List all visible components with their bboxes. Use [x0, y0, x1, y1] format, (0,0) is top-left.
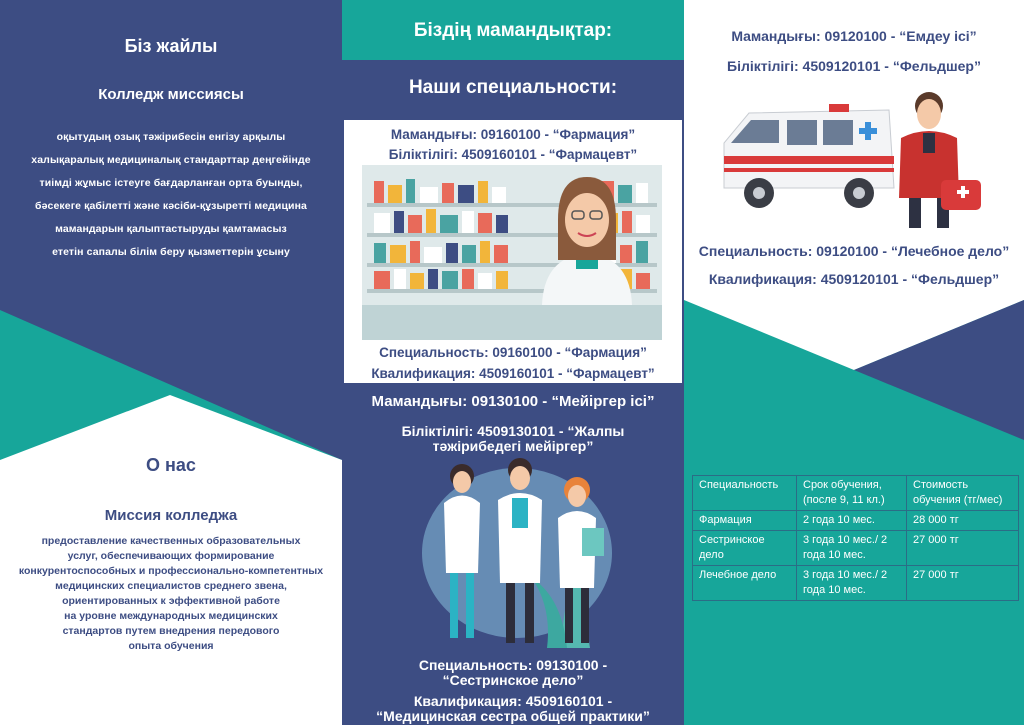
specialties-heading-ru: Наши специальности:: [408, 77, 618, 98]
tuition-table: [692, 475, 1019, 601]
mission-line-ru: предоставление качественных образовательных: [41, 535, 301, 547]
pharmacy-qualification-kz: Біліктілігі: 4509160101 - “Фармацевт”: [388, 147, 638, 162]
nurses-illustration-icon: [412, 458, 622, 653]
nursing-specialty-ru: Специальность: 09130100 -: [418, 657, 608, 673]
ambulance-paramedic-illustration-icon: [719, 88, 989, 233]
mission-line-kz: бәсекеге қабілетті және кәсіби-құзыретті медицина: [35, 200, 307, 212]
table-cell-specialty: Лечебное дело: [693, 566, 797, 601]
medical-qualification-ru: Квалификация: 4509120101 - “Фельдшер”: [708, 271, 1000, 287]
pharmacy-specialty-ru: Специальность: 09160100 - “Фармация”: [379, 345, 647, 360]
table-cell-specialty: Фармация: [693, 511, 797, 531]
table-header-cell: Срок обучения, (после 9, 11 кл.): [797, 476, 907, 511]
table-cell-duration: 3 года 10 мес./ 2 года 10 мес.: [797, 566, 907, 601]
medical-specialty-ru: Специальность: 09120100 - “Лечебное дело”: [698, 243, 1010, 259]
pharmacy-qualification-ru: Квалификация: 4509160101 - “Фармацевт”: [371, 366, 655, 381]
mission-line-ru: стандартов путем внедрения передового: [62, 625, 280, 637]
mission-line-kz: ететін сапалы білім беру қызметтерін ұсыну: [52, 246, 290, 258]
pharmacist-illustration-icon: [362, 165, 662, 340]
specialties-heading-kz: Біздің мамандықтар:: [413, 20, 613, 41]
mission-line-ru: опыта обучения: [128, 640, 214, 652]
right-panel: [684, 0, 1024, 725]
middle-panel: [342, 0, 684, 725]
table-header-cell: Стоимость обучения (тг/мес): [907, 476, 1019, 511]
paramedic-figure: [899, 92, 981, 228]
ambulance-icon: [724, 104, 894, 208]
nursing-qualification-ru: “Медицинская сестра общей практики”: [376, 708, 650, 724]
table-row: [693, 566, 1019, 601]
table-cell-specialty: Сестринское дело: [693, 531, 797, 566]
table-header-cell: Специальность: [693, 476, 797, 511]
medical-qualification-kz: Біліктілігі: 4509120101 - “Фельдшер”: [727, 58, 981, 74]
mission-line-ru: на уровне международных медицинских: [64, 610, 278, 622]
nursing-specialty-kz: Мамандығы: 09130100 - “Мейіргер ісі”: [371, 393, 655, 410]
pharmacy-specialty-kz: Мамандығы: 09160100 - “Фармация”: [390, 127, 636, 142]
nursing-qualification-ru: Квалификация: 4509160101 -: [413, 693, 613, 709]
mission-subtitle-ru: Миссия колледжа: [104, 507, 238, 524]
mission-line-kz: тиімді жұмыс істеуге бағдарланған орта буынды,: [39, 177, 303, 189]
mission-line-ru: услуг, обеспечивающих формирование: [67, 550, 275, 562]
nursing-qualification-kz: тәжірибедегі мейіргер”: [432, 438, 594, 454]
mission-line-kz: халықаралық медициналық стандарттар деңгейінде: [31, 154, 311, 166]
nursing-qualification-kz: Біліктілігі: 4509130101 - “Жалпы: [401, 423, 625, 439]
mission-line-kz: мамандарын қалыптастыруды қамтамасыз: [55, 223, 287, 235]
table-row: [693, 531, 1019, 566]
mission-line-kz: оқытудың озық тәжірибесін енгізу арқылы: [56, 131, 286, 143]
nursing-specialty-ru: “Сестринское дело”: [442, 672, 584, 688]
about-title-kz: Біз жайлы: [124, 36, 218, 56]
table-row: [693, 511, 1019, 531]
table-cell-duration: 3 года 10 мес./ 2 года 10 мес.: [797, 531, 907, 566]
mission-line-ru: медицинских специалистов среднего звена,: [55, 580, 287, 592]
left-panel: [0, 0, 342, 725]
medical-specialty-kz: Мамандығы: 09120100 - “Емдеу ісі”: [731, 28, 977, 44]
table-cell-cost: 27 000 тг: [907, 531, 1019, 566]
mission-line-ru: ориентированных к эффективной работе: [62, 595, 280, 607]
table-cell-cost: 27 000 тг: [907, 566, 1019, 601]
table-cell-cost: 28 000 тг: [907, 511, 1019, 531]
mission-line-ru: конкурентоспособных и профессионально-компетентных: [18, 565, 324, 577]
mission-subtitle-kz: Колледж миссиясы: [98, 86, 244, 103]
table-cell-duration: 2 года 10 мес.: [797, 511, 907, 531]
table-header-row: [693, 476, 1019, 511]
about-title-ru: О нас: [146, 455, 196, 475]
